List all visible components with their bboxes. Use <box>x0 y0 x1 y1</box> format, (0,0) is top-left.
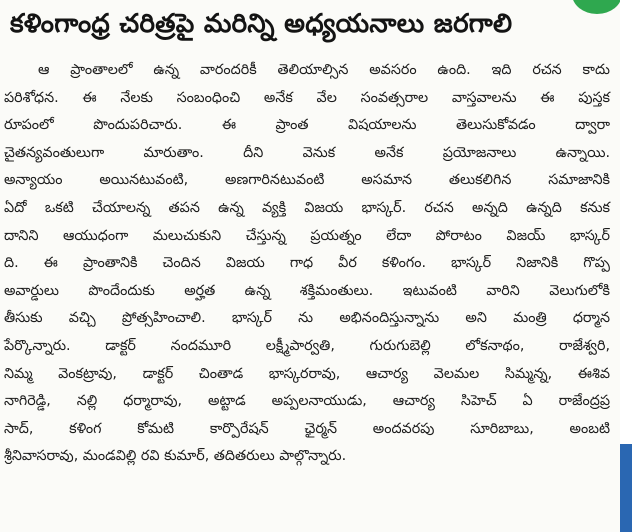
article-line-14: సాద్, కళింగ కోమటి కార్పొరేషన్ ఛైర్మన్ అందవరపు సూరిబాబు, అంబటి <box>4 420 610 437</box>
article-line-3: రూపంలో పొందుపరిచారు. ఈ ప్రాంత విషయాలను తెలుసుకోవడం ద్వారా <box>4 117 610 134</box>
article-line-6: ఏదో ఒకటి చేయాలన్న తపన ఉన్న వ్యక్తి విజయ భాస్కర్. రచన అన్నది ఉన్నది కనుక <box>4 199 610 216</box>
article-line-4: చైతన్యవంతులుగా మారుతాం. దీని వెనుక అనేక ప్రయోజనాలు ఉన్నాయి. <box>4 144 610 161</box>
blue-edge-block <box>620 444 632 532</box>
article-line-5: అన్యాయం అయినటువంటి, అణగారినటువంటి అసమాన తలుకలిగిన సమాజానికి <box>4 172 610 189</box>
article-line-15: శ్రీనివాసరావు, మండవిల్లి రవి కుమార్, తదితరులు పాల్గొన్నారు. <box>4 448 347 465</box>
article-line-10: తీసుకు వచ్చి ప్రోత్సహించాలి. భాస్కర్ ను అభినందిస్తున్నాను అని మంత్రి ధర్మాన <box>4 310 610 327</box>
article-body <box>4 57 610 471</box>
article-line-11: పేర్కొన్నారు. డాక్టర్ నందమూరి లక్ష్మీపార్వతి, గురుగుబెల్లి లోకనాథం, రాజేశ్వరి, <box>4 337 610 354</box>
article-line-2: పరిశోధన. ఈ నేలకు సంబంధించి అనేక వేల సంవత్సరాల వాస్తవాలను ఈ పుస్తక <box>4 89 610 106</box>
article-line-9: అవార్డులు పొందేందుకు అర్హత ఉన్న శక్తిమంతులు. ఇటువంటి వారిని వెలుగులోకి <box>4 282 610 299</box>
article-line-12: నిమ్మ వెంకట్రావు, డాక్టర్ చింతాడ భాస్కరరావు, ఆచార్య వెలమల సిమ్మన్న, ఈశివ <box>4 365 610 382</box>
article-line-1: ఆ ప్రాంతాలలో ఉన్న వారందరికీ తెలియాల్సిన అవసరం ఉంది. ఇది రచన కాదు <box>38 62 610 78</box>
article-line-8: ది. ఈ ప్రాంతానికి చెందిన విజయ గాధ వీర కళింగం. భాస్కర్ నిజానికి గొప్ప <box>4 255 610 272</box>
article-line-7: దానిని ఆయుధంగా మలుచుకుని చేస్తున్న ప్రయత్నం లేదా పోరాటం విజయ్ భాస్కర్ <box>4 227 610 244</box>
article-line-13: నాగిరెడ్డి, నల్లి ధర్మారావు, అట్టాడ అప్పలనాయుడు, ఆచార్య సిహెచ్ ఏ రాజేంద్రప్ర <box>4 393 610 410</box>
article-headline: కళింగాంధ్ర చరిత్రపై మరిన్ని అధ్యయనాలు జరగాలి <box>10 9 513 39</box>
